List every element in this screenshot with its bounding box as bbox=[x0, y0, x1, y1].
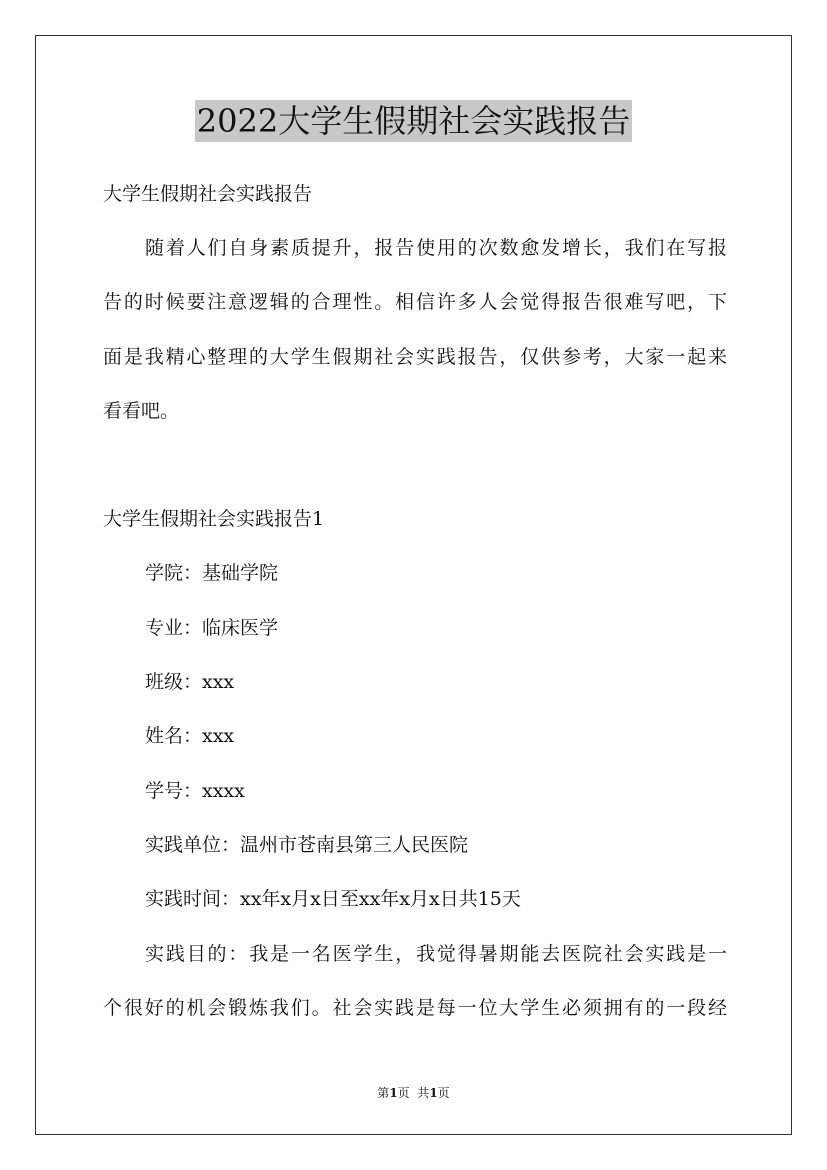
purpose-line-2: 个很好的机会锻炼我们。社会实践是每一位大学生必须拥有的一段经 bbox=[103, 997, 727, 1019]
footer-prefix: 第 bbox=[377, 1086, 390, 1100]
field-practice-unit: 实践单位：温州市苍南县第三人民医院 bbox=[145, 834, 469, 856]
intro-line-1: 随着人们自身素质提升，报告使用的次数愈发增长，我们在写报 bbox=[145, 237, 727, 259]
footer-suffix: 页 bbox=[437, 1086, 450, 1100]
intro-line-3: 面是我精心整理的大学生假期社会实践报告，仅供参考，大家一起来 bbox=[103, 346, 727, 368]
field-name: 姓名：xxx bbox=[145, 725, 235, 747]
page-footer bbox=[0, 1085, 827, 1101]
title-container bbox=[0, 100, 827, 142]
subtitle: 大学生假期社会实践报告 bbox=[103, 183, 313, 205]
document-title: 2022大学生假期社会实践报告 bbox=[196, 102, 631, 140]
field-major: 专业：临床医学 bbox=[145, 617, 279, 639]
field-class: 班级：xxx bbox=[145, 671, 235, 693]
field-college: 学院：基础学院 bbox=[145, 562, 279, 584]
field-student-id: 学号：xxxx bbox=[145, 780, 245, 802]
purpose-line-1: 实践目的：我是一名医学生，我觉得暑期能去医院社会实践是一 bbox=[145, 943, 727, 965]
page-current: 1 bbox=[389, 1086, 398, 1100]
field-practice-time: 实践时间：xx年x月x日至xx年x月x日共15天 bbox=[145, 888, 521, 910]
intro-line-4: 看看吧。 bbox=[103, 400, 180, 422]
footer-mid: 页 共 bbox=[397, 1086, 430, 1100]
section-heading: 大学生假期社会实践报告1 bbox=[103, 508, 325, 530]
intro-line-2: 告的时候要注意逻辑的合理性。相信许多人会觉得报告很难写吧，下 bbox=[103, 291, 727, 313]
page-total: 1 bbox=[429, 1086, 438, 1100]
